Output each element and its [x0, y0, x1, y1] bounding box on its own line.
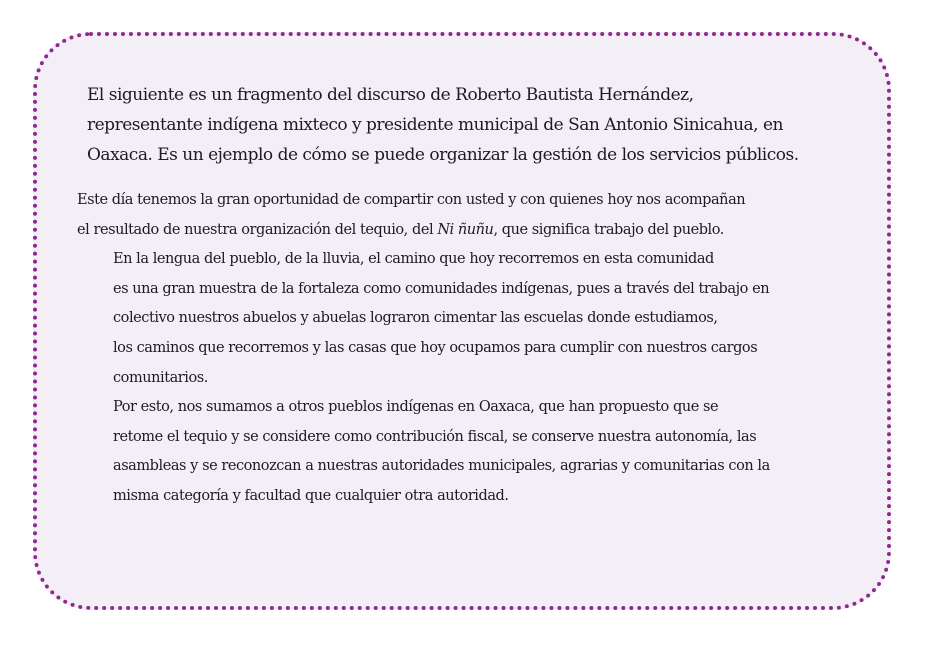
dotted-text-box	[33, 32, 891, 610]
speech-line: retome el tequio y se considere como contribución fiscal, se conserve nuestra autonomía, las	[113, 428, 757, 445]
ni-nunu-term: Ni ñuñu	[437, 221, 494, 238]
intro-line: Oaxaca. Es un ejemplo de cómo se puede organizar la gestión de los servicios públicos.	[87, 145, 799, 165]
intro-line: El siguiente es un fragmento del discurso de Roberto Bautista Hernández,	[87, 85, 694, 105]
speech-line	[77, 216, 859, 246]
intro-paragraph	[77, 80, 859, 170]
speech-line: Por esto, nos sumamos a otros pueblos indígenas en Oaxaca, que han propuesto que se	[113, 399, 719, 416]
speech-line: misma categoría y facultad que cualquier otra autoridad.	[113, 487, 509, 504]
speech-text: , que significa trabajo del pueblo.	[493, 221, 724, 238]
intro-line: representante indígena mixteco y presidente municipal de San Antonio Sinicahua, en	[87, 115, 784, 135]
speech-line: comunitarios.	[113, 369, 208, 386]
speech-line: los caminos que recorremos y las casas que hoy ocupamos para cumplir con nuestros cargos	[113, 339, 758, 356]
speech-line: Este día tenemos la gran oportunidad de compartir con usted y con quienes hoy nos acompañan	[77, 192, 746, 208]
speech-line: es una gran muestra de la fortaleza como comunidades indígenas, pues a través del trabajo en	[113, 280, 770, 297]
speech-paragraph-2	[77, 245, 859, 393]
speech-line: asambleas y se reconozcan a nuestras autoridades municipales, agrarias y comunitarias con la	[113, 458, 770, 475]
speech-paragraph-3	[77, 393, 859, 511]
speech-line: En la lengua del pueblo, de la lluvia, el camino que hoy recorremos en esta comunidad	[113, 251, 714, 268]
speech-line: colectivo nuestros abuelos y abuelas lograron cimentar las escuelas donde estudiamos,	[113, 310, 718, 327]
speech-paragraph-1	[77, 186, 859, 245]
speech-text: el resultado de nuestra organización del tequio, del	[77, 221, 438, 238]
